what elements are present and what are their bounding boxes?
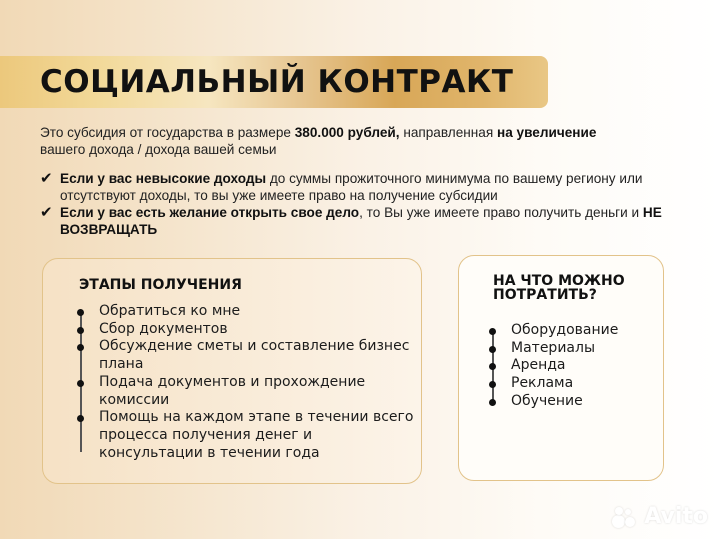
intro-text: направленная bbox=[399, 125, 497, 140]
spending-item: Оборудование bbox=[489, 322, 659, 340]
intro-paragraph bbox=[40, 124, 690, 158]
condition-bold-end: НЕ ВОЗВРАЩАТЬ bbox=[60, 205, 662, 237]
stage-item: Обратиться ко мне bbox=[77, 303, 417, 321]
subsidy-amount: 380.000 рублей, bbox=[294, 125, 400, 140]
spending-list bbox=[489, 322, 659, 411]
condition-bold: Если у вас есть желание открыть свое дело bbox=[60, 205, 360, 220]
stages-card bbox=[42, 258, 422, 484]
stages-card-title: ЭТАПЫ ПОЛУЧЕНИЯ bbox=[79, 277, 242, 293]
condition-bold: Если у вас невысокие доходы bbox=[60, 171, 267, 186]
subsidy-purpose: на увеличение bbox=[497, 125, 597, 140]
condition-text: до суммы прожиточного минимума по вашему региону или отсутствуют доходы, то вы уже имеете право на получение субсидии bbox=[60, 171, 643, 203]
stage-item: Подача документов и прохождение комиссии bbox=[77, 374, 417, 409]
conditions-list bbox=[40, 170, 690, 238]
spending-item: Материалы bbox=[489, 340, 659, 358]
checkmark-icon: ✔ bbox=[40, 204, 53, 221]
checkmark-icon: ✔ bbox=[40, 170, 53, 187]
spending-item: Аренда bbox=[489, 357, 659, 375]
avito-logo-icon bbox=[612, 505, 640, 529]
stage-item: Обсуждение сметы и составление бизнес плана bbox=[77, 338, 417, 373]
spending-card-title: НА ЧТО МОЖНО ПОТРАТИТЬ? bbox=[493, 273, 625, 303]
watermark-text: Avito bbox=[644, 504, 708, 529]
stages-list bbox=[77, 303, 417, 462]
stage-item: Сбор документов bbox=[77, 321, 417, 339]
avito-watermark bbox=[612, 504, 708, 529]
stage-item: Помощь на каждом этапе в течении всего процесса получения денег и консультации в течении года bbox=[77, 409, 417, 462]
intro-text: Это субсидия от государства в размере bbox=[40, 125, 295, 140]
intro-text: вашего дохода / дохода вашей семьи bbox=[40, 142, 277, 157]
spending-card bbox=[458, 255, 664, 481]
condition-text: , то Вы уже имеете право получить деньги и bbox=[359, 205, 643, 220]
condition-item bbox=[40, 204, 690, 238]
page-title: СОЦИАЛЬНЫЙ КОНТРАКТ bbox=[40, 64, 514, 100]
spending-item: Обучение bbox=[489, 393, 659, 411]
title-banner bbox=[0, 56, 548, 108]
condition-item bbox=[40, 170, 690, 204]
spending-item: Реклама bbox=[489, 375, 659, 393]
